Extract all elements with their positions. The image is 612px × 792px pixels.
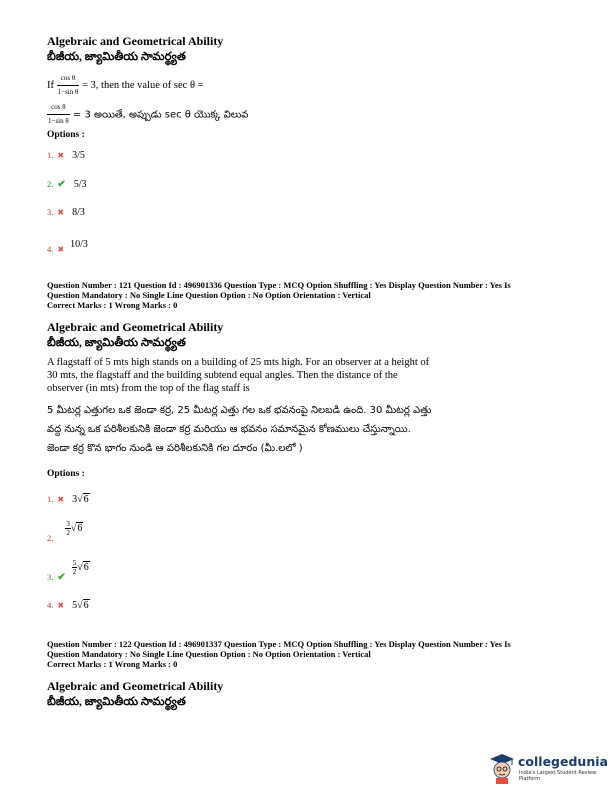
- option-2: [47, 518, 83, 543]
- question-line: observer (in mts) from the top of the flag staff is: [47, 383, 250, 394]
- question-line: వద్ద నున్న ఒక పరిశీలకునికి జెండా కర్ర మరియు ఆ భవనం సమానమైన కోణములు చేస్తున్నాయి.: [47, 424, 411, 435]
- option-value: $\frac{3}{2}$ √6: [66, 520, 83, 538]
- check-icon: ✔: [57, 572, 66, 583]
- option-number: 1.: [47, 494, 54, 504]
- option-number: 4.: [47, 244, 54, 254]
- collegedunia-logo: [488, 752, 606, 786]
- question-text-te: [47, 401, 577, 458]
- option-2: [47, 174, 87, 192]
- cross-icon: ✖: [57, 601, 65, 610]
- option-4: [47, 595, 90, 613]
- option-1: [47, 489, 90, 507]
- option-value: 10/3: [70, 239, 88, 250]
- question-meta: [47, 639, 587, 669]
- option-value: 5√6: [72, 600, 89, 611]
- fraction-numerator: cos θ: [57, 72, 80, 86]
- options-label: Options :: [47, 469, 85, 479]
- option-3: [47, 557, 90, 583]
- option-1: [47, 145, 85, 163]
- question-text-te: [47, 101, 248, 128]
- question-line: 30 mts, the flagstaff and the building subtend equal angles. Then the distance of the: [47, 370, 398, 381]
- option-number: 1.: [47, 150, 54, 160]
- option-value: 8/3: [72, 207, 85, 218]
- check-icon: ✔: [57, 179, 66, 190]
- fraction-denominator: 1−sin θ: [57, 88, 79, 96]
- marks-line: Correct Marks : 1 Wrong Marks : 0: [47, 659, 178, 669]
- question-suffix-te: = 3 అయితే, అప్పుడు sec θ యొక్క విలువ: [72, 109, 249, 121]
- fraction-numerator: cos θ: [47, 101, 70, 115]
- question-line: A flagstaff of 5 mts high stands on a building of 25 mts high. For an observer at a height of: [47, 357, 430, 368]
- meta-line-1: Question Number : 122 Question Id : 496901337 Question Type : MCQ Option Shuffling : Yes Display Question Number : Yes Is: [47, 639, 511, 649]
- question-suffix-en: = 3, then the value of sec θ =: [81, 79, 204, 91]
- meta-line-2: Question Mandatory : No Single Line Question Option : No Option Orientation : Vertical: [47, 649, 371, 659]
- section-title-en: Algebraic and Geometrical Ability: [47, 34, 224, 48]
- cross-icon: ✖: [57, 208, 65, 217]
- question-text-en: [47, 356, 567, 395]
- option-3: [47, 202, 85, 220]
- options-label: Options :: [47, 130, 85, 140]
- fraction-denominator: 1−sin θ: [48, 117, 69, 125]
- section-title-te: బీజీయ, జ్యామితీయ సామర్థ్యత: [47, 51, 186, 63]
- meta-line-2: Question Mandatory : No Single Line Question Option : No Option Orientation : Vertical: [47, 290, 371, 300]
- meta-line-1: Question Number : 121 Question Id : 496901336 Question Type : MCQ Option Shuffling : Yes Display Question Number : Yes Is: [47, 280, 511, 290]
- option-number: 3.: [47, 572, 54, 582]
- option-number: 2.: [47, 533, 54, 543]
- logo-tagline: India's Largest Student Review Platform: [519, 770, 597, 782]
- option-value: 5/3: [73, 179, 87, 190]
- option-number: 4.: [47, 600, 54, 610]
- option-value: 3√6: [72, 494, 89, 505]
- question-text-en: [47, 72, 204, 99]
- cross-icon: ✖: [57, 495, 65, 504]
- option-value: $\frac{5}{2}$ √6: [72, 559, 89, 577]
- fraction: [57, 72, 80, 99]
- option-number: 2.: [47, 179, 54, 189]
- marks-line: Correct Marks : 1 Wrong Marks : 0: [47, 300, 178, 310]
- option-number: 3.: [47, 207, 54, 217]
- fraction: [47, 101, 70, 128]
- section-title-te: బీజీయ, జ్యామితీయ సామర్థ్యత: [47, 696, 186, 708]
- question-meta: [47, 280, 587, 310]
- if-word: If: [47, 79, 54, 91]
- graduate-mascot-icon: [488, 752, 516, 784]
- section-title-te: బీజీయ, జ్యామితీయ సామర్థ్యత: [47, 337, 186, 349]
- logo-wordmark: collegedunia: [518, 754, 608, 769]
- question-line: 5 మీటర్ల ఎత్తుగల ఒక జెండా కర్ర, 25 మీటర్ల ఎత్తు గల ఒక భవనంపై నిలబడి ఉంది. 30 మీటర్ల ఎత్తు: [47, 405, 432, 416]
- section-title-en: Algebraic and Geometrical Ability: [47, 679, 224, 693]
- section-title-en: Algebraic and Geometrical Ability: [47, 320, 224, 334]
- fraction: $\frac{5}{2}$: [72, 559, 77, 577]
- cross-icon: ✖: [57, 245, 65, 254]
- option-4: [47, 234, 88, 252]
- question-line: జెండా కర్ర కొన భాగం నుండి ఆ పరిశీలకునికి గల దూరం (మీ.లలో ): [47, 443, 303, 454]
- cross-icon: ✖: [57, 151, 65, 160]
- option-value: 3/5: [72, 150, 85, 161]
- fraction: $\frac{3}{2}$: [66, 520, 70, 538]
